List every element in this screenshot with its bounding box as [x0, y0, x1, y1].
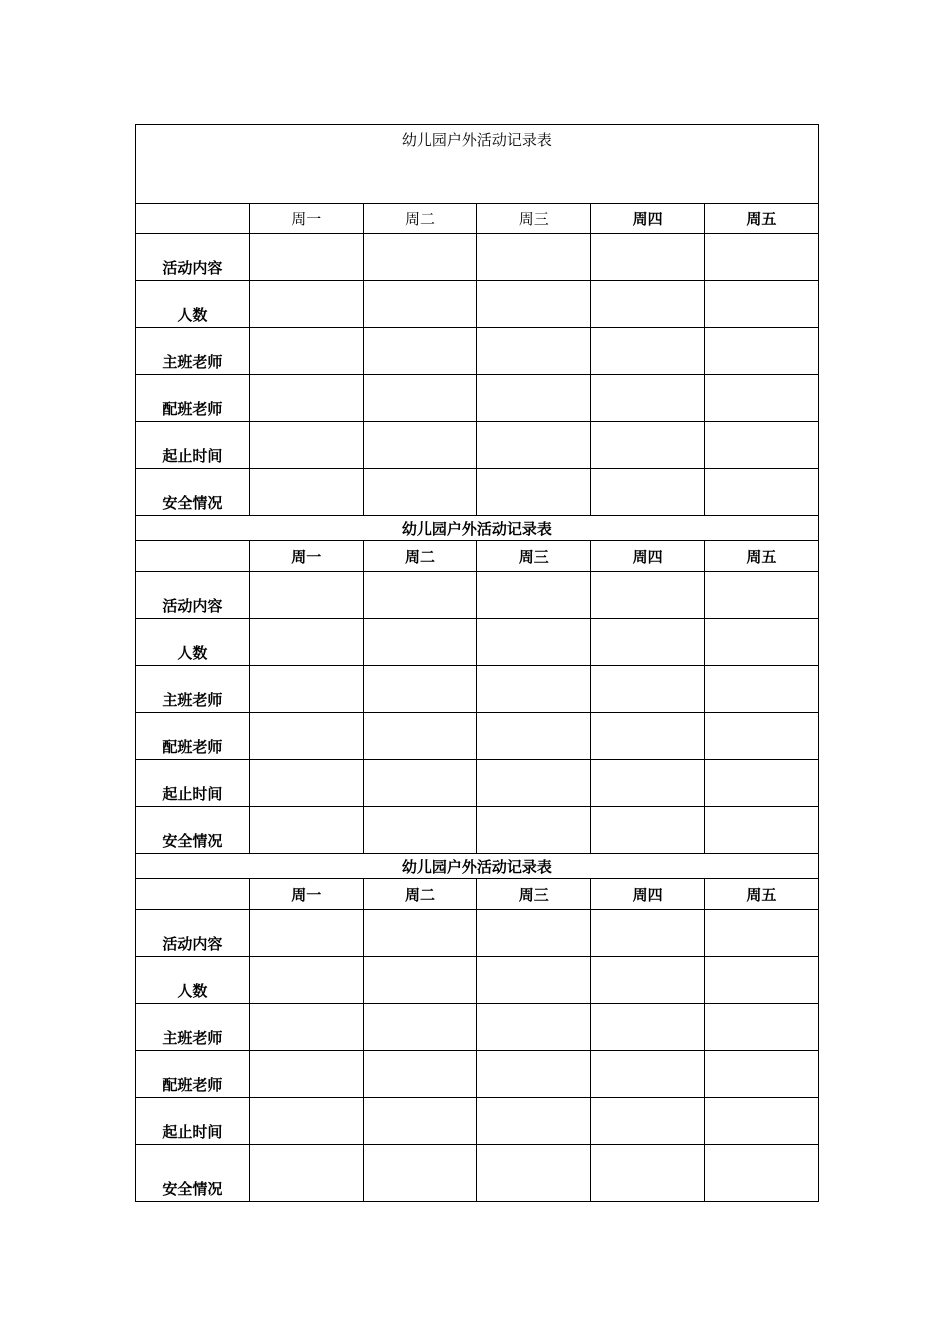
row-label: 配班老师 — [136, 375, 250, 422]
table-row — [136, 328, 819, 375]
row-label: 人数 — [136, 281, 250, 328]
input-cell[interactable] — [591, 1145, 705, 1202]
table-row — [136, 1004, 819, 1051]
input-cell[interactable] — [591, 328, 705, 375]
input-cell[interactable] — [477, 281, 591, 328]
input-cell[interactable] — [249, 957, 363, 1004]
input-cell[interactable] — [477, 1145, 591, 1202]
day-header: 周四 — [591, 879, 705, 910]
input-cell[interactable] — [704, 910, 818, 957]
day-header: 周五 — [704, 541, 818, 572]
row-label: 起止时间 — [136, 422, 250, 469]
input-cell[interactable] — [591, 422, 705, 469]
day-header: 周一 — [249, 204, 363, 234]
row-label: 起止时间 — [136, 760, 250, 807]
block-2-header-row — [136, 541, 819, 572]
row-label: 安全情况 — [136, 807, 250, 854]
input-cell[interactable] — [704, 760, 818, 807]
input-cell[interactable] — [704, 1098, 818, 1145]
row-label: 安全情况 — [136, 469, 250, 516]
input-cell[interactable] — [249, 1051, 363, 1098]
input-cell[interactable] — [363, 572, 477, 619]
input-cell[interactable] — [591, 1051, 705, 1098]
input-cell[interactable] — [591, 666, 705, 713]
input-cell[interactable] — [363, 619, 477, 666]
input-cell[interactable] — [704, 1051, 818, 1098]
table-row — [136, 619, 819, 666]
block-1-title-row — [136, 125, 819, 204]
day-header: 周五 — [704, 204, 818, 234]
input-cell[interactable] — [363, 760, 477, 807]
input-cell[interactable] — [477, 328, 591, 375]
day-header: 周三 — [477, 879, 591, 910]
table-row — [136, 713, 819, 760]
row-label: 活动内容 — [136, 910, 250, 957]
input-cell[interactable] — [477, 957, 591, 1004]
day-header: 周二 — [363, 204, 477, 234]
input-cell[interactable] — [591, 234, 705, 281]
block-3-header-row — [136, 879, 819, 910]
header-corner — [136, 541, 250, 572]
input-cell[interactable] — [477, 713, 591, 760]
table-row — [136, 375, 819, 422]
input-cell[interactable] — [249, 1145, 363, 1202]
table-row — [136, 1098, 819, 1145]
input-cell[interactable] — [477, 910, 591, 957]
table-row — [136, 666, 819, 713]
input-cell[interactable] — [477, 422, 591, 469]
row-label: 活动内容 — [136, 572, 250, 619]
day-header: 周四 — [591, 541, 705, 572]
table-row — [136, 910, 819, 957]
row-label: 活动内容 — [136, 234, 250, 281]
input-cell[interactable] — [704, 234, 818, 281]
block-2-title-row — [136, 516, 819, 541]
day-header: 周一 — [249, 879, 363, 910]
input-cell[interactable] — [704, 1145, 818, 1202]
input-cell[interactable] — [363, 422, 477, 469]
input-cell[interactable] — [591, 281, 705, 328]
input-cell[interactable] — [477, 469, 591, 516]
input-cell[interactable] — [477, 375, 591, 422]
row-label: 主班老师 — [136, 1004, 250, 1051]
input-cell[interactable] — [477, 807, 591, 854]
input-cell[interactable] — [363, 910, 477, 957]
input-cell[interactable] — [591, 807, 705, 854]
row-label: 起止时间 — [136, 1098, 250, 1145]
input-cell[interactable] — [363, 713, 477, 760]
input-cell[interactable] — [704, 375, 818, 422]
table-row — [136, 422, 819, 469]
input-cell[interactable] — [704, 572, 818, 619]
input-cell[interactable] — [249, 1004, 363, 1051]
input-cell[interactable] — [591, 375, 705, 422]
input-cell[interactable] — [249, 910, 363, 957]
input-cell[interactable] — [591, 469, 705, 516]
input-cell[interactable] — [363, 957, 477, 1004]
input-cell[interactable] — [249, 619, 363, 666]
input-cell[interactable] — [591, 572, 705, 619]
day-header: 周一 — [249, 541, 363, 572]
day-header: 周二 — [363, 541, 477, 572]
input-cell[interactable] — [363, 1145, 477, 1202]
input-cell[interactable] — [477, 1098, 591, 1145]
record-sheet — [135, 124, 818, 1202]
input-cell[interactable] — [591, 713, 705, 760]
input-cell[interactable] — [704, 619, 818, 666]
input-cell[interactable] — [249, 375, 363, 422]
block-3-title: 幼儿园户外活动记录表 — [136, 854, 819, 879]
input-cell[interactable] — [704, 328, 818, 375]
input-cell[interactable] — [249, 1098, 363, 1145]
input-cell[interactable] — [591, 760, 705, 807]
header-corner — [136, 879, 250, 910]
input-cell[interactable] — [363, 1098, 477, 1145]
row-label: 配班老师 — [136, 1051, 250, 1098]
input-cell[interactable] — [704, 807, 818, 854]
day-header: 周五 — [704, 879, 818, 910]
input-cell[interactable] — [477, 1004, 591, 1051]
row-label: 人数 — [136, 619, 250, 666]
block-2-title: 幼儿园户外活动记录表 — [136, 516, 819, 541]
day-header: 周四 — [591, 204, 705, 234]
input-cell[interactable] — [249, 328, 363, 375]
activity-record-table — [135, 124, 819, 1202]
input-cell[interactable] — [704, 469, 818, 516]
table-row — [136, 572, 819, 619]
table-row — [136, 1051, 819, 1098]
input-cell[interactable] — [363, 469, 477, 516]
input-cell[interactable] — [591, 1004, 705, 1051]
input-cell[interactable] — [704, 713, 818, 760]
row-label: 安全情况 — [136, 1145, 250, 1202]
day-header: 周三 — [477, 204, 591, 234]
table-row — [136, 760, 819, 807]
input-cell[interactable] — [704, 281, 818, 328]
table-row — [136, 469, 819, 516]
input-cell[interactable] — [477, 234, 591, 281]
input-cell[interactable] — [249, 234, 363, 281]
table-row — [136, 807, 819, 854]
block-1-title: 幼儿园户外活动记录表 — [136, 125, 819, 204]
input-cell[interactable] — [363, 234, 477, 281]
input-cell[interactable] — [363, 666, 477, 713]
row-label: 主班老师 — [136, 666, 250, 713]
input-cell[interactable] — [704, 1004, 818, 1051]
input-cell[interactable] — [249, 807, 363, 854]
block-1-header-row — [136, 204, 819, 234]
input-cell[interactable] — [249, 281, 363, 328]
input-cell[interactable] — [477, 619, 591, 666]
input-cell[interactable] — [591, 619, 705, 666]
input-cell[interactable] — [363, 1051, 477, 1098]
input-cell[interactable] — [591, 1098, 705, 1145]
input-cell[interactable] — [591, 957, 705, 1004]
input-cell[interactable] — [363, 1004, 477, 1051]
row-label: 人数 — [136, 957, 250, 1004]
header-corner — [136, 204, 250, 234]
input-cell[interactable] — [477, 572, 591, 619]
table-row — [136, 957, 819, 1004]
input-cell[interactable] — [249, 666, 363, 713]
row-label: 主班老师 — [136, 328, 250, 375]
input-cell[interactable] — [477, 666, 591, 713]
input-cell[interactable] — [249, 469, 363, 516]
input-cell[interactable] — [249, 422, 363, 469]
input-cell[interactable] — [363, 807, 477, 854]
input-cell[interactable] — [363, 375, 477, 422]
row-label: 配班老师 — [136, 713, 250, 760]
table-row — [136, 281, 819, 328]
input-cell[interactable] — [249, 713, 363, 760]
day-header: 周二 — [363, 879, 477, 910]
block-3-title-row — [136, 854, 819, 879]
input-cell[interactable] — [249, 760, 363, 807]
input-cell[interactable] — [704, 666, 818, 713]
input-cell[interactable] — [249, 572, 363, 619]
input-cell[interactable] — [704, 957, 818, 1004]
input-cell[interactable] — [477, 760, 591, 807]
input-cell[interactable] — [704, 422, 818, 469]
table-row — [136, 1145, 819, 1202]
day-header: 周三 — [477, 541, 591, 572]
input-cell[interactable] — [591, 910, 705, 957]
input-cell[interactable] — [477, 1051, 591, 1098]
input-cell[interactable] — [363, 281, 477, 328]
input-cell[interactable] — [363, 328, 477, 375]
table-row — [136, 234, 819, 281]
